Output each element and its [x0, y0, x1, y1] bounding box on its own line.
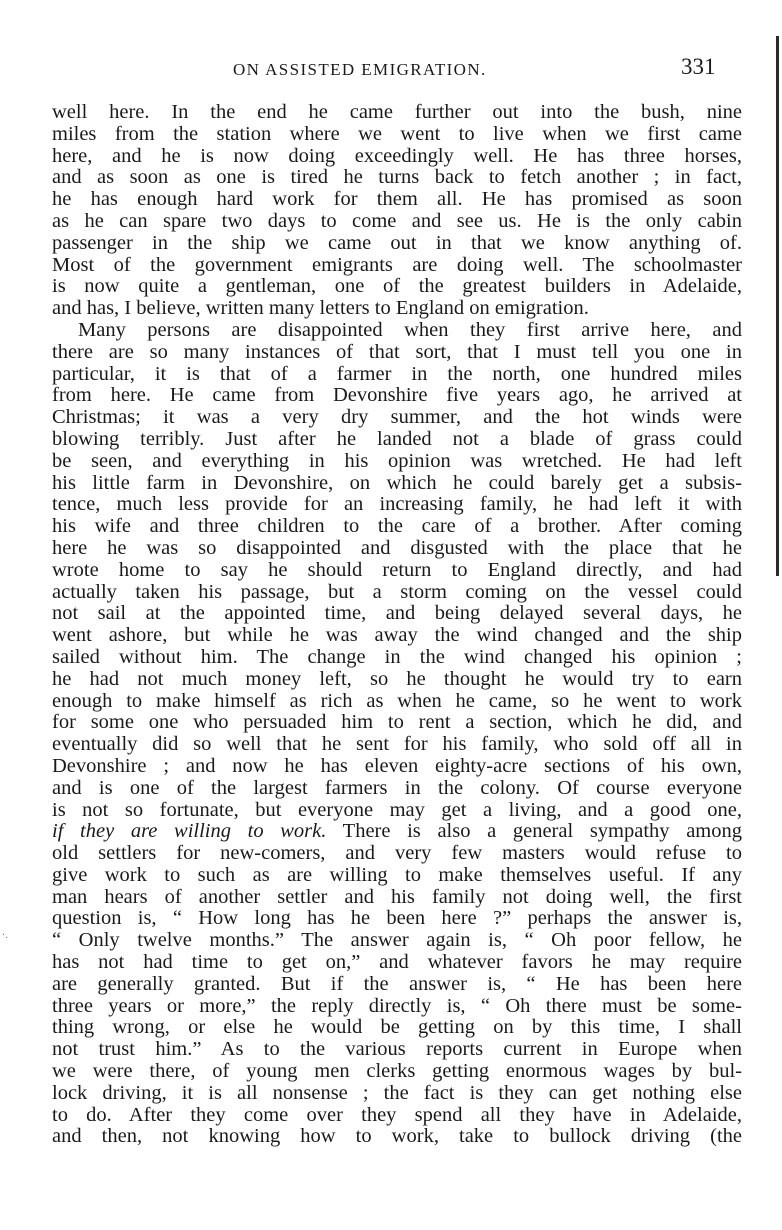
- text-line: enough to make himself as rich as when he came, so he went to work: [52, 689, 742, 712]
- text-line: here he was so disappointed and disgusted with the place that he: [52, 536, 742, 559]
- margin-mark: ·.: [2, 930, 9, 941]
- text-line: wrote home to say he should return to England directly, and had: [52, 558, 742, 581]
- text-line: miles from the station where we went to live when we first came: [52, 122, 742, 145]
- text-line: from here. He came from Devonshire five years ago, he arrived at: [52, 384, 742, 407]
- paragraph-start-line: Many persons are disappointed when they first arrive here, and: [78, 318, 742, 341]
- text-line: “ Only twelve months.” The answer again is, “ Oh poor fellow, he: [52, 929, 742, 952]
- text-line: has not had time to get on,” and whatever favors he may require: [52, 951, 742, 974]
- gutter-rule: [776, 36, 779, 576]
- page-header: [0, 56, 782, 86]
- text-line: well here. In the end he came further out into the bush, nine: [52, 101, 742, 123]
- text-line: sailed without him. The change in the wind changed his opinion ;: [52, 645, 742, 668]
- text-line: not trust him.” As to the various reports current in Europe when: [52, 1038, 742, 1061]
- text-line: lock driving, it is all nonsense ; the fact is they can get nothing else: [52, 1081, 742, 1104]
- text-line-rest: There is also a general sympathy among: [326, 820, 742, 843]
- text-line: thing wrong, or else he would be getting on by this time, I shall: [52, 1016, 742, 1039]
- text-line: his little farm in Devonshire, on which he could barely get a subsis-: [52, 471, 742, 494]
- text-line: eventually did so well that he sent for his family, who sold off all in: [52, 733, 742, 756]
- text-line: Devonshire ; and now he has eleven eighty-acre sections of his own,: [52, 754, 742, 777]
- text-line: blowing terribly. Just after he landed not a blade of grass could: [52, 427, 742, 450]
- text-line: we were there, of young men clerks getting enormous wages by bul-: [52, 1060, 742, 1083]
- italic-phrase: if they are willing to work.: [52, 820, 327, 843]
- page-number: 331: [681, 54, 716, 79]
- running-title: ON ASSISTED EMIGRATION.: [233, 60, 487, 79]
- text-line: not sail at the appointed time, and being delayed several days, he: [52, 602, 742, 625]
- text-line: there are so many instances of that sort, that I must tell you one in: [52, 340, 742, 363]
- text-line: old settlers for new-comers, and very few masters would refuse to: [52, 842, 742, 865]
- body-text: [52, 102, 742, 1148]
- text-line: and as soon as one is tired he turns back to fetch another ; in fact,: [52, 166, 742, 189]
- text-line: his wife and three children to the care of a brother. After coming: [52, 515, 742, 538]
- text-line: Christmas; it was a very dry summer, and the hot winds were: [52, 406, 742, 429]
- text-line: and then, not knowing how to work, take to bullock driving (the: [52, 1125, 742, 1148]
- text-line: for some one who persuaded him to rent a section, which he did, and: [52, 711, 742, 734]
- text-line: he had not much money left, so he thought he would try to earn: [52, 667, 742, 690]
- text-line: actually taken his passage, but a storm coming on the vessel could: [52, 580, 742, 603]
- text-line: tence, much less provide for an increasing family, he had left it with: [52, 493, 742, 516]
- text-line: particular, it is that of a farmer in the north, one hundred miles: [52, 362, 742, 385]
- text-line: he has enough hard work for them all. He has promised as soon: [52, 188, 742, 211]
- text-line: passenger in the ship we came out in that we know anything of.: [52, 231, 742, 254]
- text-line: man hears of another settler and his family not doing well, the first: [52, 885, 742, 908]
- text-line: and has, I believe, written many letters to England on emigration.: [52, 297, 589, 320]
- text-line: went ashore, but while he was away the wind changed and the ship: [52, 624, 742, 647]
- text-line: give work to such as are willing to make themselves useful. If any: [52, 863, 742, 886]
- text-line: to do. After they come over they spend all they have in Adelaide,: [52, 1103, 742, 1126]
- text-line: as he can spare two days to come and see us. He is the only cabin: [52, 209, 742, 232]
- text-line: Most of the government emigrants are doing well. The schoolmaster: [52, 253, 742, 276]
- text-line: three years or more,” the reply directly is, “ Oh there must be some-: [52, 994, 742, 1017]
- text-line: be seen, and everything in his opinion was wretched. He had left: [52, 449, 742, 472]
- text-line: is now quite a gentleman, one of the greatest builders in Adelaide,: [52, 275, 742, 298]
- text-line: are generally granted. But if the answer is, “ He has been here: [52, 972, 742, 995]
- text-line: question is, “ How long has he been here ?” perhaps the answer is,: [52, 907, 742, 930]
- text-line-mixed: [52, 821, 742, 843]
- text-line: here, and he is now doing exceedingly well. He has three horses,: [52, 144, 742, 167]
- text-line: and is one of the largest farmers in the colony. Of course everyone: [52, 776, 742, 799]
- text-line: is not so fortunate, but everyone may get a living, and a good one,: [52, 798, 742, 821]
